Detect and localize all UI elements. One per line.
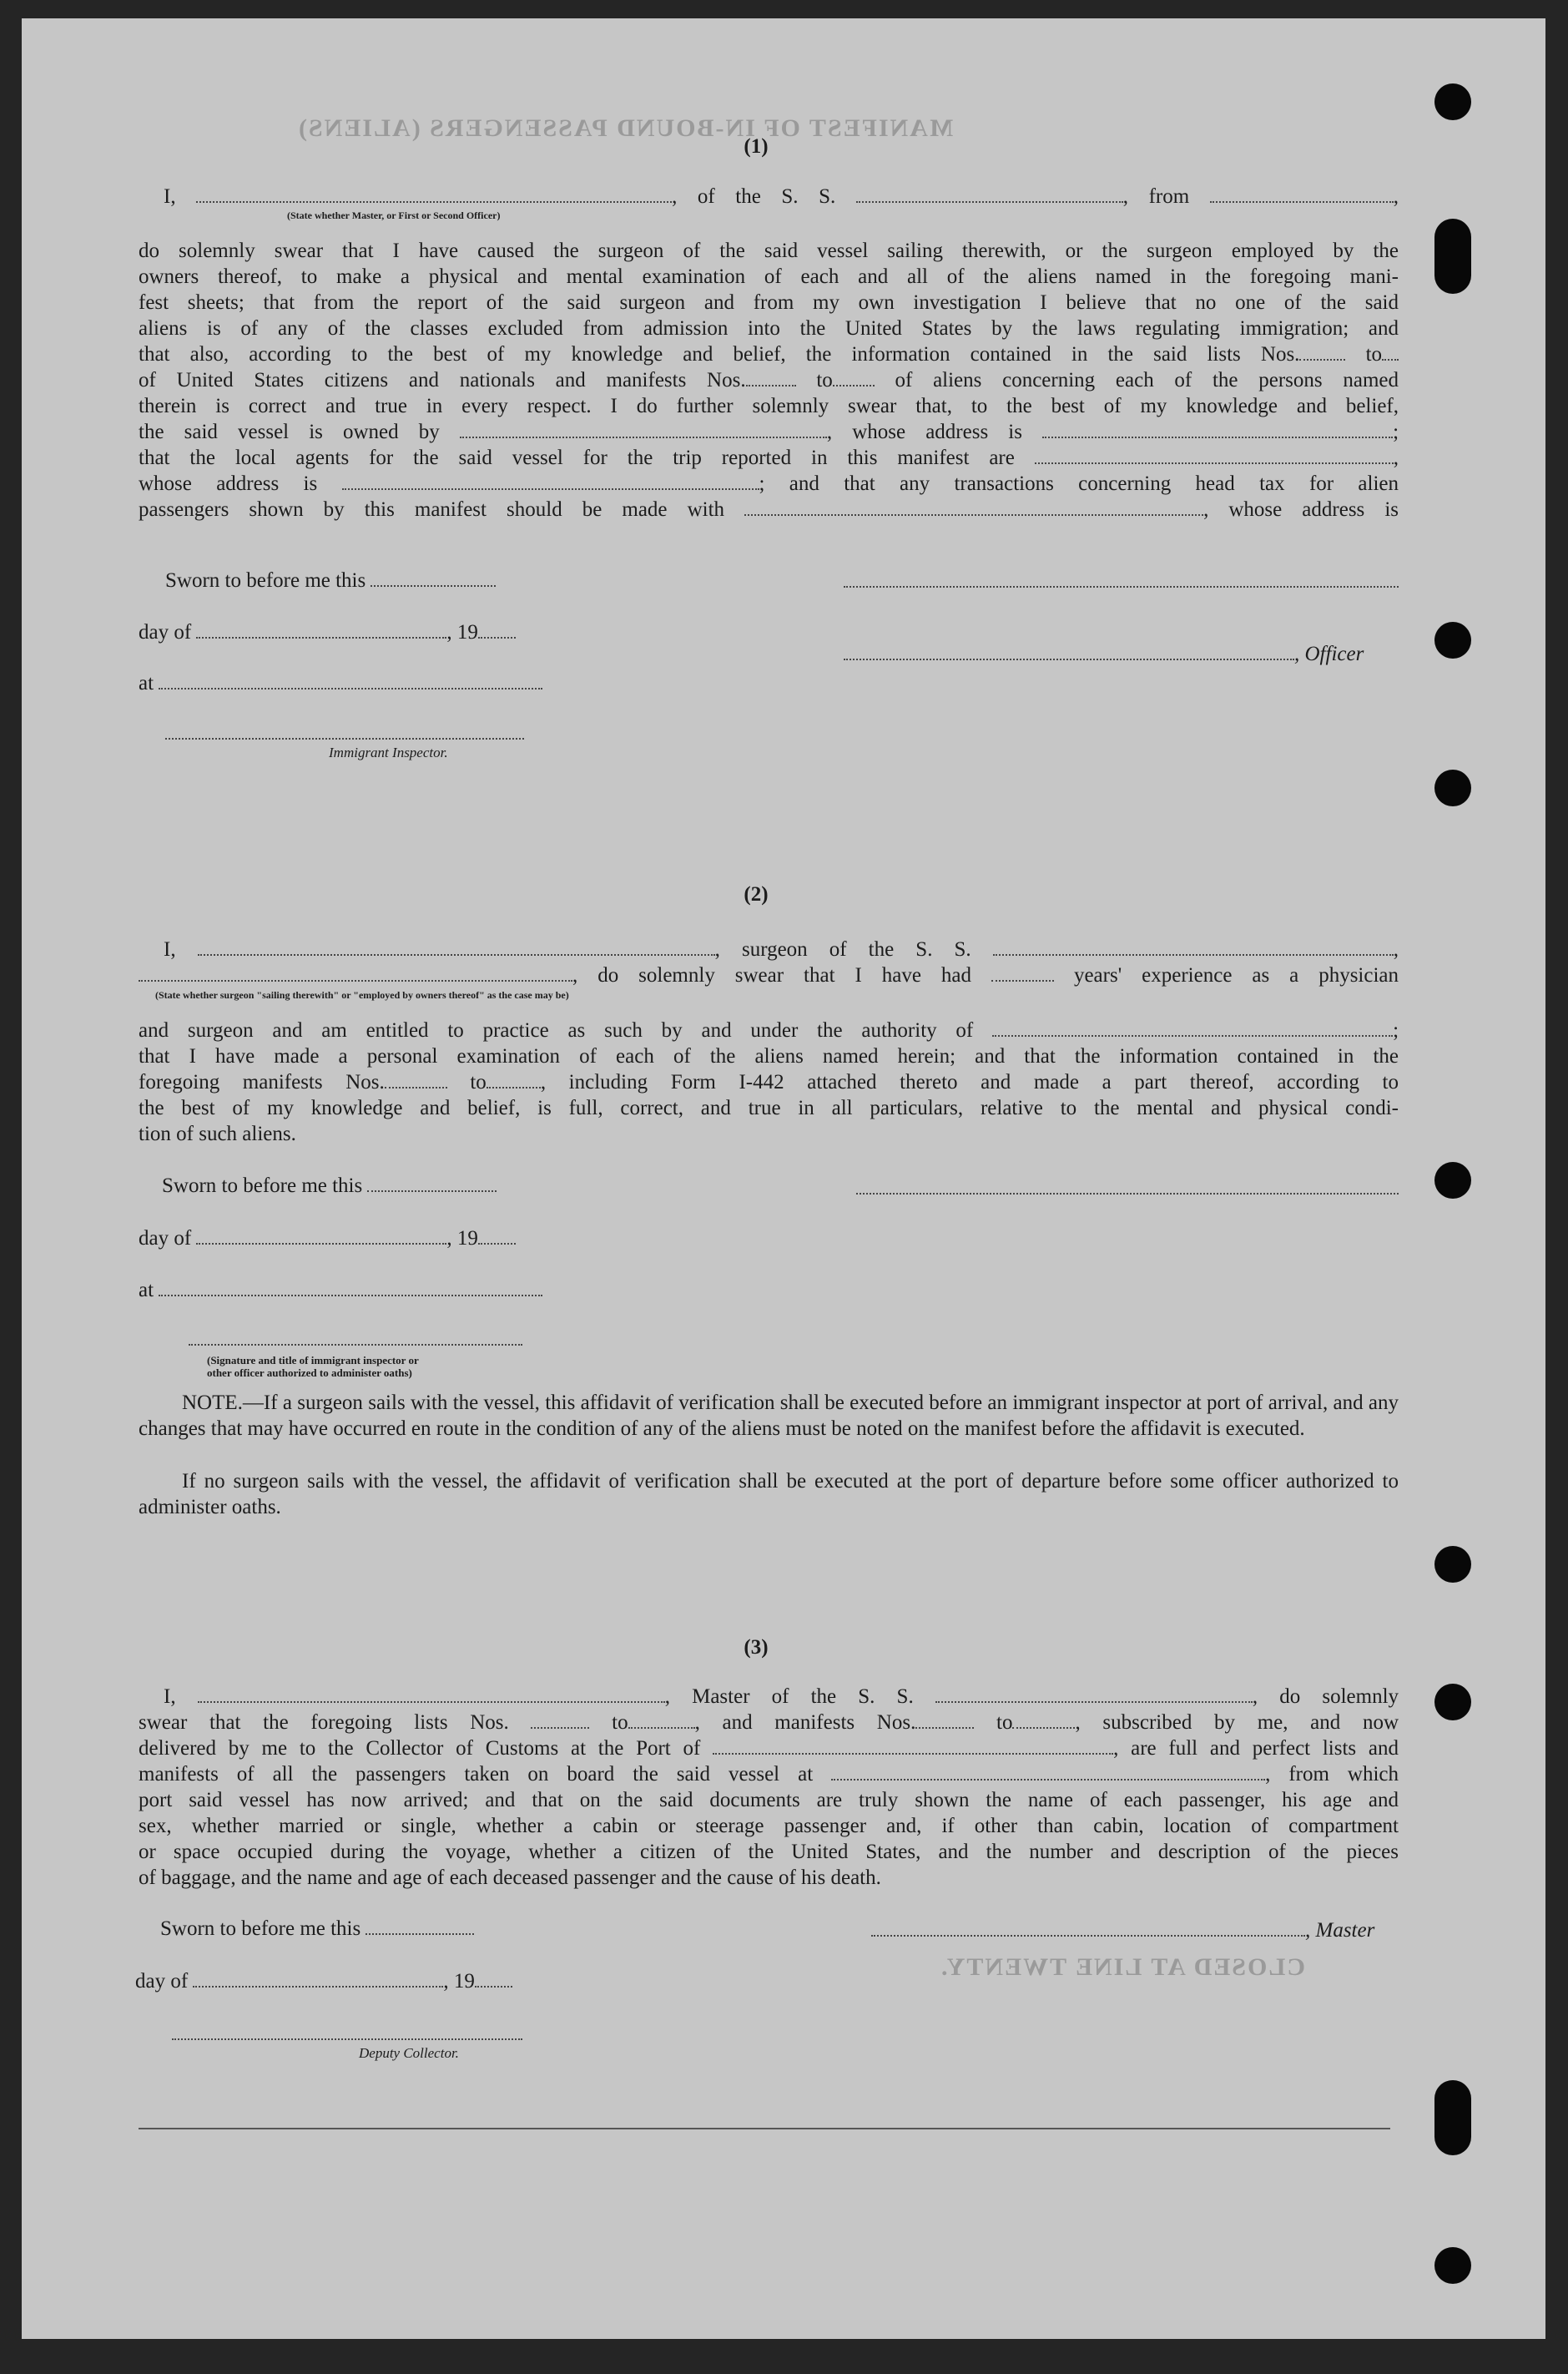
s1-body-2: owners thereof, to make a physical and mental examination of each and all of the aliens named in the foregoing mani- bbox=[139, 265, 1399, 288]
s3-day-text: day of bbox=[135, 1970, 189, 1993]
blank-s2-year bbox=[478, 1243, 516, 1245]
punch-hole bbox=[1434, 1684, 1471, 1720]
s3-l2c: , and manifests Nos. bbox=[694, 1711, 916, 1734]
s2-note-2: If no surgeon sails with the vessel, the affidavit of verification shall be executed at the port of departure before some officer authorized to administer oaths. bbox=[139, 1470, 1399, 1518]
s3-body-6: sex, whether married or single, whether a cabin or steerage passenger and, if other than cabin, location of compartment bbox=[139, 1815, 1399, 1837]
document-page bbox=[22, 18, 1545, 2339]
s2-year-text: , 19 bbox=[446, 1227, 478, 1250]
s1-b10a: whose address is bbox=[139, 472, 318, 495]
section-1-heading: (1) bbox=[744, 135, 769, 158]
s1-b6a: of United States citizens and nationals and manifests Nos. bbox=[139, 369, 746, 391]
blank-month bbox=[196, 637, 446, 639]
s1-b11a: passengers shown by this manifest should be made with bbox=[139, 498, 725, 521]
s3-day-label bbox=[135, 1970, 512, 1993]
s3-sworn-text: Sworn to before me this bbox=[160, 1917, 361, 1940]
s3-line-4 bbox=[139, 1761, 1399, 1787]
s1-b5b: to bbox=[1365, 343, 1383, 366]
blank-agent-address bbox=[342, 488, 759, 490]
blank-manifest-to bbox=[833, 385, 875, 386]
punch-hole bbox=[1434, 219, 1471, 294]
s2-b5a: foregoing manifests Nos. bbox=[139, 1071, 385, 1094]
s1-year-text: , 19 bbox=[446, 621, 478, 644]
blank-ship bbox=[856, 201, 1123, 203]
blank-port-departure bbox=[831, 1779, 1265, 1780]
blank-place bbox=[159, 688, 542, 689]
s2-l1c: , bbox=[1393, 938, 1399, 961]
s1-right-signature-line bbox=[844, 586, 1399, 588]
blank-authority bbox=[992, 1035, 1393, 1037]
s3-l3b: , are full and perfect lists and bbox=[1113, 1737, 1399, 1760]
bottom-rule bbox=[139, 2128, 1390, 2129]
s3-master-text: , Master bbox=[1305, 1919, 1375, 1942]
punch-hole bbox=[1434, 2247, 1471, 2284]
s2-inspector-signature-line bbox=[189, 1344, 522, 1346]
s3-collector-caption: Deputy Collector. bbox=[359, 2045, 459, 2061]
s2-body-7: tion of such aliens. bbox=[139, 1123, 296, 1145]
s3-body-7: or space occupied during the voyage, whether a citizen of the United States, and the number and description of the pieces bbox=[139, 1841, 1399, 1863]
s1-day-text: day of bbox=[139, 621, 192, 644]
s3-l4b: , from which bbox=[1265, 1763, 1399, 1786]
s1-l1c: , from bbox=[1122, 185, 1190, 208]
s3-l4a: manifests of all the passengers taken on board the said vessel at bbox=[139, 1763, 814, 1786]
s3-body-5: port said vessel has now arrived; and that on the said documents are truly shown the name of each passenger, his age and bbox=[139, 1789, 1399, 1811]
s1-officer-label bbox=[844, 643, 1364, 666]
s2-note-1: NOTE.—If a surgeon sails with the vessel, this affidavit of verification shall be executed before an immigrant inspector at port of arrival, and any changes that may have occurred en route in the condition of any of the aliens must be noted on the manifest before the affidavit is executed. bbox=[139, 1392, 1399, 1440]
s1-l1a: I, bbox=[164, 185, 176, 208]
s1-body-1: do solemnly swear that I have caused the surgeon of the said vessel sailing therewith, or the surgeon employed by the bbox=[139, 240, 1399, 262]
s1-body-11 bbox=[139, 497, 1399, 523]
s2-day-label bbox=[139, 1227, 516, 1250]
s1-b5a: that also, according to the best of my knowledge and belief, the information contained in the said lists Nos. bbox=[139, 343, 1300, 366]
s2-line-2 bbox=[139, 962, 1399, 988]
s1-sworn-label bbox=[165, 569, 496, 593]
blank-owner bbox=[460, 437, 827, 438]
punch-hole bbox=[1434, 1546, 1471, 1583]
blank-master-signature bbox=[871, 1935, 1305, 1937]
s1-body-8 bbox=[139, 419, 1399, 445]
s3-l1b: , Master of the S. S. bbox=[664, 1685, 914, 1708]
s2-body-3 bbox=[139, 1018, 1399, 1043]
s1-body-9 bbox=[139, 445, 1399, 471]
blank-s2-to bbox=[487, 1087, 541, 1089]
s2-b5b: to bbox=[470, 1071, 487, 1094]
s1-body-10 bbox=[139, 471, 1399, 497]
s1-body-3: fest sheets; that from the report of the said surgeon and from my own investigation I believe that no one of the said bbox=[139, 291, 1399, 314]
blank-manifest-from bbox=[746, 385, 796, 386]
s1-b9b: , bbox=[1393, 447, 1399, 469]
s3-l2b: to bbox=[612, 1711, 628, 1734]
blank-s3-month bbox=[193, 1986, 443, 1988]
blank-head-tax bbox=[744, 514, 1203, 516]
s2-at-label bbox=[139, 1279, 542, 1302]
s1-b6b: to bbox=[816, 369, 833, 391]
punch-hole bbox=[1434, 1162, 1471, 1199]
s3-body-8: of baggage, and the name and age of each deceased passenger and the cause of his death. bbox=[139, 1866, 881, 1889]
s3-l3a: delivered by me to the Collector of Customs at the Port of bbox=[139, 1737, 701, 1760]
punch-hole bbox=[1434, 622, 1471, 659]
s2-body-6: the best of my knowledge and belief, is full, correct, and true in all particulars, relative to the mental and physical condi- bbox=[139, 1097, 1399, 1119]
punch-hole bbox=[1434, 770, 1471, 806]
s3-l2d: to bbox=[996, 1711, 1013, 1734]
s3-year-text: , 19 bbox=[443, 1970, 475, 1993]
blank-master bbox=[198, 1701, 665, 1703]
s2-sworn-label bbox=[162, 1174, 497, 1198]
blank-s2-sworn-day bbox=[367, 1190, 497, 1192]
bleed-through-stamp: CLOSED AT LINE TWENTY. bbox=[940, 1953, 1306, 1981]
punch-hole bbox=[1434, 2080, 1471, 2155]
blank-surgeon-status bbox=[139, 980, 572, 982]
s3-l1a: I, bbox=[164, 1685, 176, 1708]
s2-l1a: I, bbox=[164, 938, 176, 961]
s1-at-text: at bbox=[139, 672, 154, 695]
s1-line-1 bbox=[164, 184, 1399, 210]
s1-b6c: of aliens concerning each of the persons named bbox=[895, 369, 1399, 391]
s1-body-5 bbox=[139, 341, 1399, 367]
s1-inspector-caption: Immigrant Inspector. bbox=[329, 745, 448, 760]
s3-line-2 bbox=[139, 1710, 1399, 1735]
s1-b8a: the said vessel is owned by bbox=[139, 421, 440, 443]
s2-day-text: day of bbox=[139, 1227, 192, 1250]
blank-s2-ship bbox=[993, 954, 1394, 956]
s2-l2a: , do solemnly swear that I have had bbox=[572, 964, 972, 987]
punch-hole bbox=[1434, 83, 1471, 120]
s1-inspector-signature-line bbox=[165, 738, 524, 740]
section-3-heading: (3) bbox=[744, 1636, 769, 1659]
s1-body-4: aliens is of any of the classes excluded from admission into the United States by the laws regulating immigration; and bbox=[139, 317, 1399, 340]
s2-status-caption: (State whether surgeon "sailing therewith" or "employed by owners thereof" as the case may be) bbox=[155, 989, 569, 1001]
s2-sworn-text: Sworn to before me this bbox=[162, 1174, 363, 1197]
s1-b10b: ; and that any transactions concerning head tax for alien bbox=[759, 472, 1399, 495]
s1-body-6 bbox=[139, 367, 1399, 393]
blank-officer-signature bbox=[844, 659, 1294, 660]
s1-body-7: therein is correct and true in every respect. I do further solemnly swear that, to the best of my knowledge and belief, bbox=[139, 395, 1399, 417]
s1-b8c: ; bbox=[1393, 421, 1399, 443]
s1-day-label bbox=[139, 621, 516, 644]
blank-sworn-day bbox=[371, 585, 496, 587]
s1-b9a: that the local agents for the said vessel for the trip reported in this manifest are bbox=[139, 447, 1015, 469]
blank-owner-address bbox=[1042, 437, 1393, 438]
s2-b3b: ; bbox=[1393, 1019, 1399, 1042]
s1-l1d: , bbox=[1393, 185, 1399, 208]
s1-b11b: , whose address is bbox=[1203, 498, 1399, 521]
blank-from bbox=[1210, 201, 1394, 203]
s2-body-5 bbox=[139, 1069, 1399, 1095]
s3-line-1 bbox=[164, 1684, 1399, 1710]
blank-s2-month bbox=[196, 1243, 446, 1245]
s2-at-text: at bbox=[139, 1279, 154, 1301]
blank-s3-ship bbox=[935, 1701, 1253, 1703]
blank-port bbox=[713, 1753, 1113, 1755]
s2-line-1 bbox=[164, 937, 1399, 962]
s2-body-4: that I have made a personal examination of each of the aliens named herein; and that the information contained in the bbox=[139, 1045, 1399, 1068]
blank-s3-man-to bbox=[1012, 1727, 1075, 1729]
blank-list-from bbox=[1299, 359, 1345, 361]
blank-agents bbox=[1035, 462, 1394, 464]
s2-l1b: , surgeon of the S. S. bbox=[714, 938, 971, 961]
s3-l1c: , do solemnly bbox=[1252, 1685, 1399, 1708]
blank-year bbox=[478, 637, 516, 639]
s3-master-label bbox=[871, 1919, 1374, 1942]
s1-officer-caption: (State whether Master, or First or Second Officer) bbox=[287, 210, 501, 221]
blank-surgeon bbox=[198, 954, 715, 956]
s2-l2b: years' experience as a physician bbox=[1073, 964, 1399, 987]
blank-years bbox=[991, 980, 1054, 982]
blank-list-to bbox=[1382, 359, 1399, 361]
s3-l2e: , subscribed by me, and now bbox=[1075, 1711, 1399, 1734]
s1-officer-text: , Officer bbox=[1294, 643, 1364, 665]
blank-officer bbox=[196, 201, 672, 203]
section-2-heading: (2) bbox=[744, 883, 769, 906]
blank-s2-place bbox=[159, 1295, 542, 1296]
s2-sig-caption-2: other officer authorized to administer oaths) bbox=[207, 1366, 412, 1379]
s3-l2a: swear that the foregoing lists Nos. bbox=[139, 1711, 509, 1734]
s3-collector-signature-line bbox=[172, 2038, 522, 2040]
blank-s3-list-from bbox=[531, 1727, 589, 1729]
blank-s3-year bbox=[475, 1986, 512, 1988]
bleed-through-header: MANIFEST OF IN-BOUND PASSENGERS (ALIENS) bbox=[297, 114, 954, 142]
s3-sworn-label bbox=[160, 1917, 474, 1941]
s1-at-label bbox=[139, 672, 542, 695]
blank-s2-from bbox=[385, 1087, 447, 1089]
blank-s3-sworn-day bbox=[366, 1933, 474, 1935]
s1-sworn-text: Sworn to before me this bbox=[165, 569, 366, 592]
s2-b5c: , including Form I-442 attached thereto and made a part thereof, according to bbox=[540, 1071, 1399, 1094]
s2-right-signature-line bbox=[856, 1193, 1399, 1195]
s2-sig-caption-1: (Signature and title of immigrant inspector or bbox=[207, 1354, 419, 1366]
blank-s3-man-from bbox=[915, 1727, 974, 1729]
blank-s3-list-to bbox=[628, 1727, 695, 1729]
s1-b8b: , whose address is bbox=[826, 421, 1022, 443]
s3-line-3 bbox=[139, 1735, 1399, 1761]
s1-l1b: , of the S. S. bbox=[672, 185, 836, 208]
s2-b3a: and surgeon and am entitled to practice as such by and under the authority of bbox=[139, 1019, 974, 1042]
